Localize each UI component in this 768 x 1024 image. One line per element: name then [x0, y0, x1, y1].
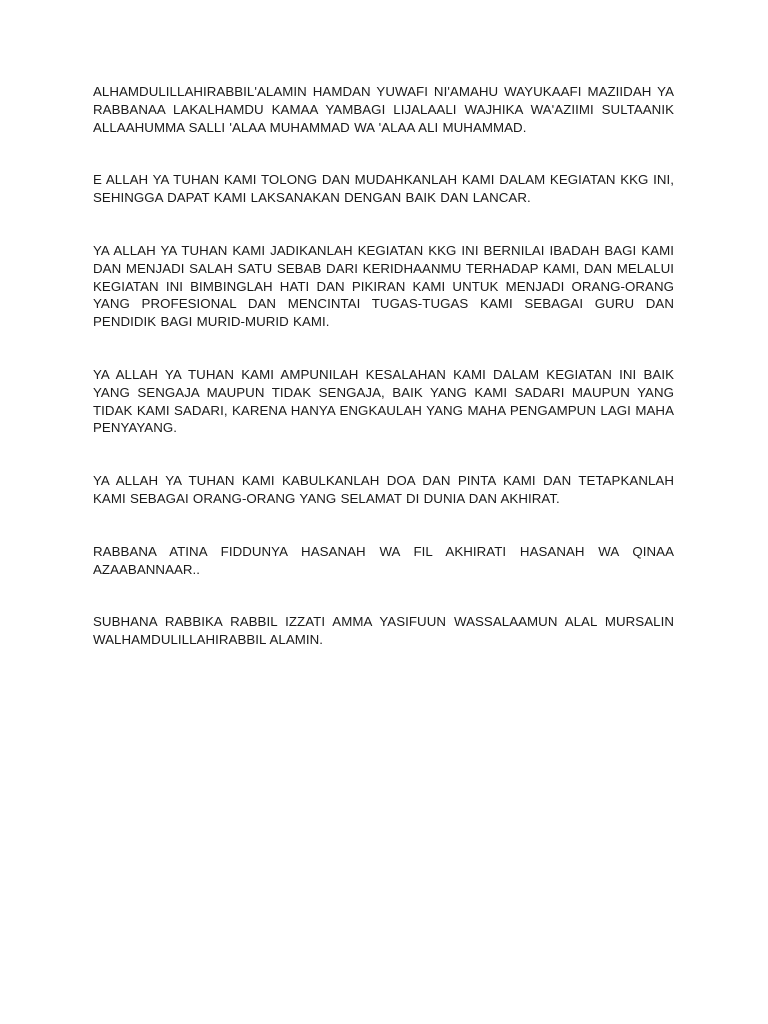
paragraph-rabbana: RABBANA ATINA FIDDUNYA HASANAH WA FIL AKHIRATI HASANAH WA QINAA AZAABANNAAR.. — [93, 543, 674, 577]
paragraph-request-forgiveness: YA ALLAH YA TUHAN KAMI AMPUNILAH KESALAHAN KAMI DALAM KEGIATAN INI BAIK YANG SENGAJA MAUPUN TIDAK SENGAJA, BAIK YANG KAMI SADARI MAUPUN YANG TIDAK KAMI SADARI, KARENA HANYA ENGKAULAH YANG MAHA PENGAMPUN LAGI MAHA PENYAYANG. — [93, 366, 674, 436]
paragraph-request-blessing: YA ALLAH YA TUHAN KAMI JADIKANLAH KEGIATAN KKG INI BERNILAI IBADAH BAGI KAMI DAN MENJADI SALAH SATU SEBAB DARI KERIDHAANMU TERHADAP KAMI, DAN MELALUI KEGIATAN INI BIMBINGLAH HATI DAN PIKIRAN KAMI UNTUK MENJADI ORANG-ORANG YANG PROFESIONAL DAN MENCINTAI TUGAS-TUGAS KAMI SEBAGAI GURU DAN PENDIDIK BAGI MURID-MURID KAMI. — [93, 242, 674, 330]
paragraph-request-acceptance: YA ALLAH YA TUHAN KAMI KABULKANLAH DOA DAN PINTA KAMI DAN TETAPKANLAH KAMI SEBAGAI ORANG-ORANG YANG SELAMAT DI DUNIA DAN AKHIRAT. — [93, 473, 674, 506]
document-body — [93, 83, 674, 683]
paragraph-closing: SUBHANA RABBIKA RABBIL IZZATI AMMA YASIFUUN WASSALAAMUN ALAL MURSALIN WALHAMDULILLAHIRABBIL ALAMIN. — [93, 614, 674, 648]
paragraph-opening-praise: ALHAMDULILLAHIRABBIL'ALAMIN HAMDAN YUWAFI NI'AMAHU WAYUKAAFI MAZIIDAH YA RABBANAA LAKALHAMDU KAMAA YAMBAGI LIJALAALI WAJHIKA WA'AZIIMI SULTAANIK ALLAAHUMMA SALLI 'ALAA MUHAMMAD WA 'ALAA ALI MUHAMMAD. — [93, 84, 674, 135]
paragraph-request-ease: E ALLAH YA TUHAN KAMI TOLONG DAN MUDAHKANLAH KAMI DALAM KEGIATAN KKG INI, SEHINGGA DAPAT KAMI LAKSANAKAN DENGAN BAIK DAN LANCAR. — [93, 172, 674, 206]
